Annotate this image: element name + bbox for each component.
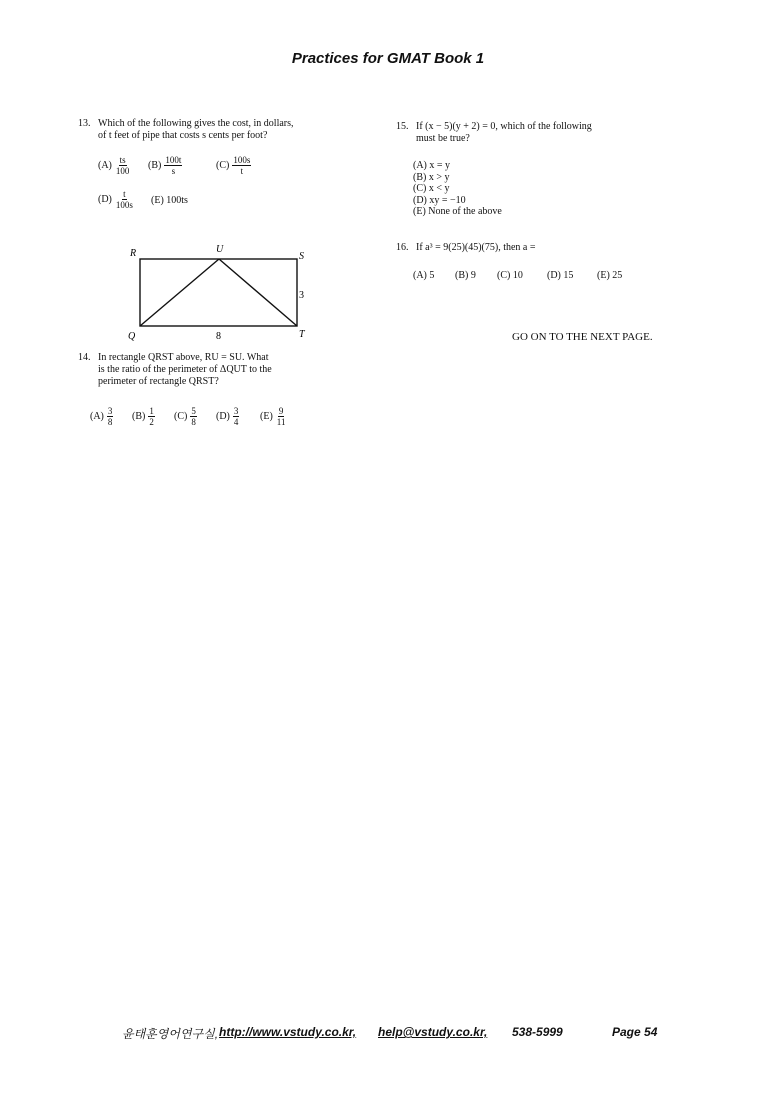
footer-phone: 538-5999 (512, 1025, 563, 1039)
question-text-line: If a³ = 9(25)(45)(75), then a = (416, 242, 536, 253)
question-number: 16. (396, 242, 409, 253)
choice-b[interactable]: (B) 9 (455, 270, 476, 281)
page-number: Page 54 (612, 1025, 658, 1039)
choice-e[interactable]: (E) None of the above (413, 206, 502, 217)
question-text-line: Which of the following gives the cost, in dollars, (98, 118, 294, 129)
choice-e[interactable]: (E) 100ts (151, 195, 188, 206)
choice-d[interactable]: (D) 15 (547, 270, 574, 281)
choice-c[interactable]: (C) 10 (497, 270, 523, 281)
choice-c[interactable]: (C) $\frac{100s}{t}$ (216, 155, 251, 176)
choice-e[interactable]: (E) $\frac{9}{11}$ (260, 406, 286, 427)
choice-d[interactable]: (D) xy = −10 (413, 194, 466, 206)
fraction: $\frac{9}{11}$ (276, 406, 286, 427)
choice-a[interactable]: (A) $\frac{ts}{100}$ (98, 155, 130, 176)
choice-b[interactable]: (B) $\frac{100t}{s}$ (148, 155, 182, 176)
choice-b[interactable]: (B) $\frac{1}{2}$ (132, 406, 154, 427)
label-side-length: 3 (299, 290, 304, 301)
question-14 (78, 352, 368, 388)
question-number: 14. (78, 352, 91, 363)
q13-choices (98, 155, 298, 215)
choice-d[interactable]: (D) $\frac{t}{100s}$ (98, 189, 133, 210)
fraction: $\frac{5}{8}$ (191, 406, 196, 427)
label-s: S (299, 251, 304, 262)
question-text-line: If (x − 5)(y + 2) = 0, which of the following (416, 121, 592, 132)
choice-b[interactable]: (B) x > y (413, 171, 450, 183)
q14-choices (90, 406, 320, 436)
choice-a[interactable]: (A) x = y (413, 160, 451, 171)
footer-org: 윤태훈영어연구실, (122, 1027, 219, 1041)
question-number: 13. (78, 118, 91, 129)
question-text-line: must be true? (416, 133, 470, 144)
question-16 (396, 242, 696, 254)
choice-d[interactable]: (D) $\frac{3}{4}$ (216, 406, 239, 427)
fraction: $\frac{100s}{t}$ (233, 155, 251, 176)
label-q: Q (128, 331, 136, 342)
label-u: U (216, 244, 224, 255)
question-text-line: is the ratio of the perimeter of ΔQUT to the (98, 364, 272, 375)
question-text-line: In rectangle QRST above, RU = SU. What (98, 352, 269, 363)
question-text-line: perimeter of rectangle QRST? (98, 376, 219, 387)
question-13 (78, 118, 368, 142)
label-base-length: 8 (216, 331, 221, 342)
go-on-notice: GO ON TO THE NEXT PAGE. (512, 331, 653, 343)
q16-choices (413, 270, 653, 284)
label-r: R (130, 248, 137, 259)
q15-options (413, 160, 502, 218)
fraction: $\frac{1}{2}$ (149, 406, 154, 427)
question-text-line: of t feet of pipe that costs s cents per foot? (98, 130, 268, 141)
page-title: Practices for GMAT Book 1 (291, 50, 485, 67)
label-t: T (299, 329, 305, 340)
fraction: $\frac{3}{8}$ (107, 406, 113, 427)
choice-a[interactable]: (A) $\frac{3}{8}$ (90, 406, 113, 427)
footer-url-link[interactable]: http://www.vstudy.co.kr, (219, 1025, 357, 1039)
fraction: $\frac{3}{4}$ (233, 406, 239, 427)
choice-c[interactable]: (C) x < y (413, 183, 450, 194)
question-number: 15. (396, 121, 409, 132)
fraction: $\frac{t}{100s}$ (115, 189, 133, 210)
fraction: $\frac{100t}{s}$ (165, 155, 182, 176)
choice-e[interactable]: (E) 25 (597, 270, 623, 281)
question-15 (396, 121, 696, 145)
rectangle-diagram (125, 240, 325, 345)
fraction: $\frac{ts}{100}$ (115, 155, 130, 176)
choice-a[interactable]: (A) 5 (413, 270, 435, 281)
choice-c[interactable]: (C) $\frac{5}{8}$ (174, 406, 196, 427)
footer-email-link[interactable]: help@vstudy.co.kr, (378, 1025, 488, 1039)
